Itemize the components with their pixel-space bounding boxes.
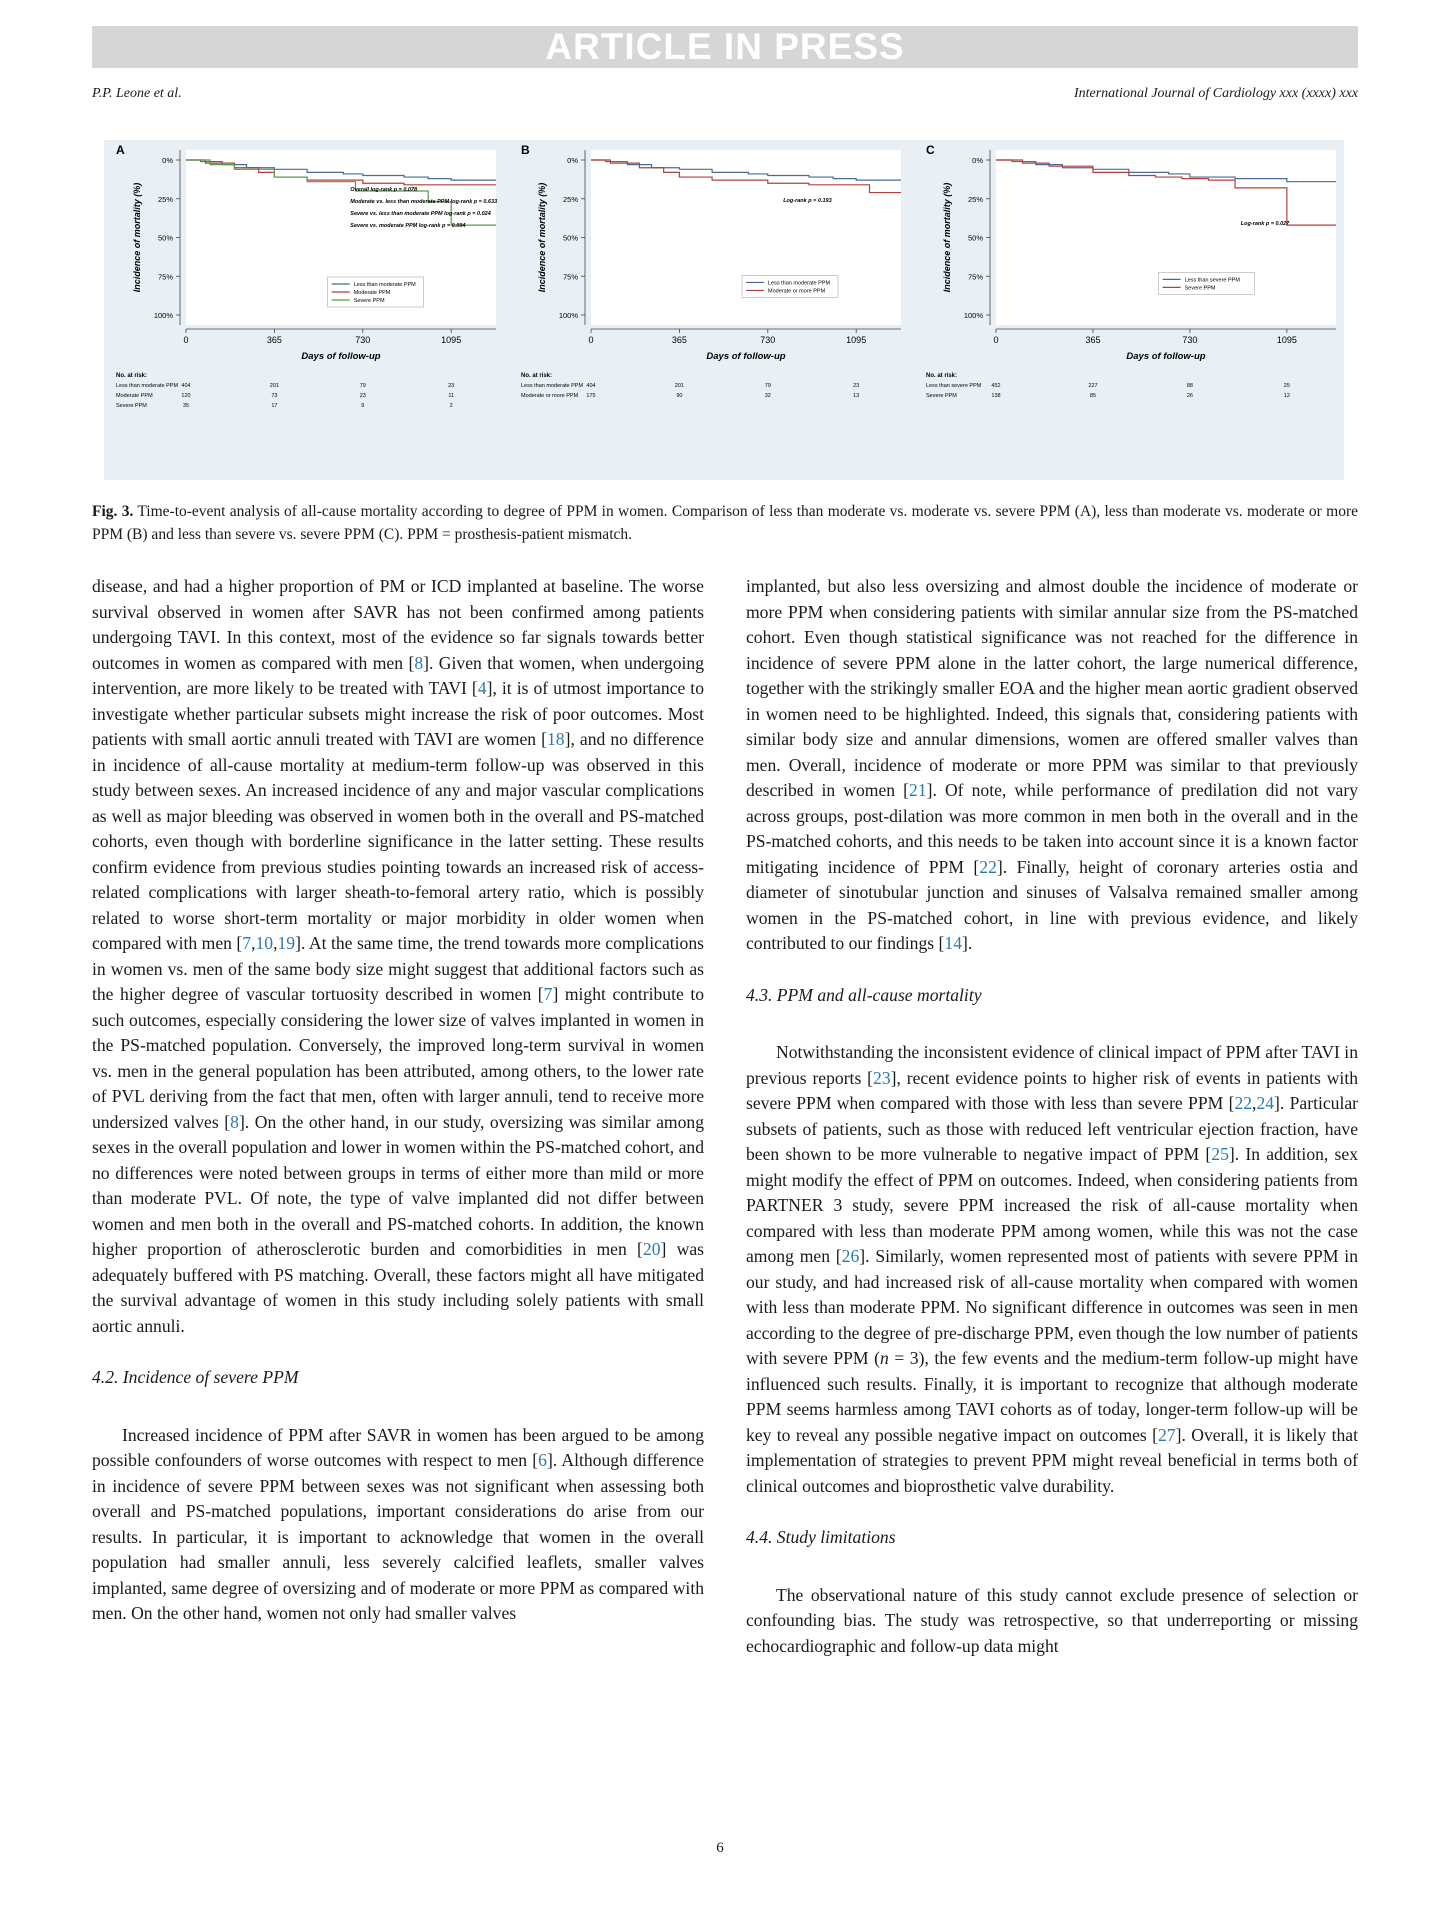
at-risk-title: No. at risk: (116, 373, 148, 379)
citation-link[interactable]: 7 (543, 984, 553, 1004)
log-rank-annotation: Log-rank p = 0.027 (1240, 221, 1290, 228)
citation-link[interactable]: 8 (230, 1111, 239, 1132)
page-number: 6 (716, 1840, 724, 1856)
italic-symbol: n (879, 1348, 889, 1368)
citation-link[interactable]: 7 (242, 933, 252, 953)
at-risk-value: 120 (181, 393, 191, 399)
y-axis-label: Incidence of mortality (%) (537, 182, 547, 293)
log-rank-annotation: Severe vs. moderate PPM log-rank p = 0.094 (350, 223, 466, 229)
article-in-press-banner: ARTICLE IN PRESS (92, 26, 1358, 68)
y-tick-label: 75% (157, 272, 173, 282)
x-axis-label: Days of follow-up (1126, 351, 1206, 362)
x-tick-label: 730 (760, 335, 776, 345)
at-risk-value: 11 (448, 393, 455, 399)
y-tick-label: 100% (963, 311, 983, 320)
y-tick-label: 100% (153, 311, 173, 320)
running-journal: International Journal of Cardiology xxx (xxxx) xxx (1073, 86, 1358, 101)
x-tick-label: 365 (1085, 335, 1101, 345)
caption-text: Time-to-event analysis of all-cause mortality according to degree of PPM in women. Comparison of less than moderate vs. moderate vs. severe PPM (A), less than moderate vs. moderate or more PPM (B) and less than severe vs. severe PPM (C). PPM = prosthesis-patient mismatch. (92, 503, 1358, 543)
x-tick-label: 0 (993, 335, 999, 345)
citation-link[interactable]: 20 (642, 1239, 661, 1259)
figure-caption (92, 500, 1358, 546)
left-column (92, 574, 704, 1627)
right-paragraph-2: Notwithstanding the inconsistent evidence of clinical impact of PPM after TAVI in previous reports [23], recent evidence points to higher risk of events in patients with severe PPM when compared with those with less than severe PPM [22,24]. Particular subsets of patients, such as those with reduced left ventricular ejection fraction, have been shown to be more vulnerable to negative impact of PPM [25]. In addition, sex might modify the effect of PPM on outcomes. Indeed, when considering patients from PARTNER 3 study, severe PPM increased the risk of all-cause mortality when compared with less than moderate PPM among women, while this was not the case among men [26]. Similarly, women represented most of patients with severe PPM in our study, and had increased risk of all-cause mortality when compared with women with less than moderate PPM. No significant difference in outcomes was seen in men according to the degree of pre-discharge PPM, even though the low number of patients with severe PPM (n = 3), the few events and the medium-term follow-up might have influenced such results. Finally, it is important to recognize that although moderate PPM seems harmless among TAVI cohorts as of today, longer-term follow-up will be key to reveal any possible negative impact on outcomes [27]. Overall, it is likely that implementation of strategies to prevent PPM might reveal beneficial in terms both of clinical outcomes and bioprosthetic valve durability. (746, 1042, 1359, 1496)
y-tick-label: 0% (162, 156, 173, 165)
at-risk-value: 138 (991, 393, 1001, 399)
log-rank-annotation: Severe vs. less than moderate PPM log-rank p = 0.024 (350, 211, 491, 217)
y-tick-label: 0% (972, 156, 983, 165)
y-tick-label: 25% (967, 194, 983, 204)
at-risk-row-label: Less than moderate PPM (521, 383, 584, 389)
at-risk-row-label: Less than moderate PPM (116, 383, 179, 389)
y-tick-label: 0% (567, 156, 578, 165)
x-axis-label: Days of follow-up (301, 351, 381, 362)
y-tick-label: 75% (562, 272, 578, 282)
right-paragraph-3: The observational nature of this study cannot exclude presence of selection or confounding bias. The study was retrospective, so that underreporting or missing echocardiographic and follow-up data might (746, 1584, 1358, 1656)
citation-link[interactable]: 26 (841, 1246, 860, 1266)
at-risk-row-label: Severe PPM (926, 393, 957, 399)
at-risk-value: 404 (181, 383, 191, 389)
x-tick-label: 0 (183, 335, 189, 345)
y-tick-label: 100% (558, 311, 578, 320)
citation-link[interactable]: 27 (1158, 1424, 1176, 1445)
x-tick-label: 1095 (846, 335, 867, 345)
at-risk-value: 452 (991, 383, 1001, 389)
x-tick-label: 730 (355, 335, 371, 345)
x-tick-label: 0 (588, 335, 594, 345)
y-tick-label: 25% (157, 194, 173, 204)
left-paragraph-2: Increased incidence of PPM after SAVR in women has been argued to be among possible confounders of worse outcomes with respect to men [6]. Although difference in incidence of severe PPM between sexes was not significant when assessing both overall and PS-matched populations, important considerations do arise from our results. In particular, it is important to acknowledge that women in the overall population had smaller annuli, less severely calcified leaflets, smaller valves implanted, same degree of oversizing and of moderate or more PPM as compared with men. On the other hand, women not only had smaller valves (92, 1424, 704, 1623)
at-risk-value: 201 (269, 383, 279, 389)
legend-label: Severe PPM (1184, 285, 1216, 292)
at-risk-value: 12 (1283, 393, 1290, 399)
panel-letter: B (521, 143, 530, 157)
at-risk-value: 26 (1186, 393, 1193, 399)
x-tick-label: 730 (1182, 335, 1198, 345)
at-risk-value: 23 (448, 383, 455, 389)
km-panel-b (509, 140, 909, 480)
km-chart-svg (509, 140, 909, 480)
at-risk-row-label: Severe PPM (116, 403, 147, 409)
km-chart-svg (104, 140, 504, 480)
citation-link[interactable]: 4 (477, 678, 487, 698)
at-risk-value: 73 (271, 393, 278, 399)
citation-link[interactable]: 22 (1234, 1093, 1253, 1113)
section-heading-4-2: 4.2. Incidence of severe PPM (92, 1367, 299, 1387)
section-heading-4-3: 4.3. PPM and all-cause mortality (746, 984, 982, 1005)
panel-letter: A (116, 143, 125, 157)
at-risk-value: 88 (1186, 383, 1193, 389)
running-authors: P.P. Leone et al. (92, 86, 182, 101)
y-axis-label: Incidence of mortality (%) (132, 182, 142, 293)
citation-link[interactable]: 22 (979, 856, 997, 877)
at-risk-value: 32 (764, 393, 771, 399)
legend-label: Moderate or more PPM (768, 288, 826, 295)
log-rank-annotation: Overall log-rank p = 0.078 (350, 187, 418, 193)
legend-label: Less than moderate PPM (768, 280, 831, 287)
x-tick-label: 365 (671, 335, 687, 345)
at-risk-value: 90 (676, 393, 683, 399)
plot-area (996, 150, 1336, 325)
left-paragraph-1: disease, and had a higher proportion of PM or ICD implanted at baseline. The worse survival observed in women after SAVR has not been confirmed among patients undergoing TAVI. In this context, most of the evidence so far signals towards better outcomes in women as compared with men [8]. Given that women, when undergoing intervention, are more likely to be treated with TAVI [4], it is of utmost importance to investigate whether particular subsets might increase the risk of poor outcomes. Most patients with small aortic annuli treated with TAVI are women [18], and no difference in incidence of all-cause mortality at medium-term follow-up was observed in this study between sexes. An increased incidence of any and major vascular complications as well as major bleeding was observed in women both in the overall and PS-matched cohorts, even though with borderline significance in the latter setting. These results confirm evidence from previous studies pointing towards an increased risk of access-related complications with larger sheath-to-femoral artery ratio, which is possibly related to worse short-term mortality or major morbidity in older women when compared with men [7,10,19]. At the same time, the trend towards more complications in women vs. men of the same body size might suggest that additional factors such as the higher degree of vascular tortuosity described in women [7] might contribute to such outcomes, especially considering the lower size of valves implanted in women in the PS-matched population. Conversely, the improved long-term survival in women vs. men in the general population has been attributed, among others, to the lower rate of PVL deriving from the fact that men, often with larger annuli, tend to receive more undersized valves [8]. On the other hand, in our study, oversizing was similar among sexes in the overall population and lower in women within the PS-matched cohort, and no differences were noted between groups in terms of either more than mild or more than moderate PVL. Of note, the type of valve implanted did not differ between women and men both in the overall and PS-matched cohorts. In addition, the known higher proportion of atherosclerotic burden and comorbidities in men [20] was adequately buffered with PS matching. Overall, these factors might all have mitigated the survival advantage of women in this study including solely patients with small aortic annuli. (92, 576, 705, 1336)
panel-letter: C (926, 143, 935, 157)
y-tick-label: 50% (157, 233, 173, 243)
at-risk-value: 23 (359, 393, 366, 399)
at-risk-title: No. at risk: (521, 373, 553, 379)
km-panel-c (914, 140, 1344, 480)
plot-area (591, 150, 901, 325)
citation-link[interactable]: 25 (1211, 1144, 1229, 1164)
at-risk-title: No. at risk: (926, 373, 958, 379)
log-rank-annotation: Moderate vs. less than moderate PPM log-rank p = 0.633 (350, 199, 498, 205)
km-panel-a (104, 140, 504, 480)
y-axis-label: Incidence of mortality (%) (942, 182, 952, 293)
legend-label: Severe PPM (353, 298, 385, 304)
at-risk-value: 17 (271, 403, 278, 409)
citation-link[interactable]: 14 (944, 933, 962, 953)
citation-link[interactable]: 24 (1256, 1093, 1275, 1113)
log-rank-annotation: Log-rank p = 0.193 (783, 197, 832, 204)
x-tick-label: 365 (266, 335, 282, 345)
at-risk-row-label: Moderate PPM (116, 393, 153, 399)
at-risk-value: 23 (853, 383, 860, 389)
citation-link[interactable]: 8 (414, 652, 424, 673)
right-paragraph-1: implanted, but also less oversizing and almost double the incidence of moderate or more PPM when considering patients with similar annular size from the PS-matched cohort. Even though statistical significance was not reached for the difference in incidence of severe PPM alone in the latter cohort, the large numerical difference, together with the strikingly smaller EOA and the higher mean aortic gradient observed in women need to be highlighted. Indeed, this signals that, considering patients with similar body size and annular dimensions, women are offered smaller valves than men. Overall, incidence of moderate or more PPM was similar to that previously described in women [21]. Of note, while performance of predilation did not vary across groups, post-dilation was more common in men both in the overall and in the PS-matched cohorts, and this needs to be taken into account since it is a known factor mitigating incidence of PPM [22]. Finally, height of coronary arteries ostia and diameter of sinotubular junction and sinuses of Valsalva remained smaller among women in the PS-matched cohort, in line with previous evidence, and likely contributed to our findings [14]. (746, 576, 1358, 953)
at-risk-value: 201 (674, 383, 684, 389)
citation-link[interactable]: 23 (873, 1067, 891, 1088)
at-risk-value: 175 (586, 393, 596, 399)
citation-link[interactable]: 18 (547, 729, 565, 749)
at-risk-value: 79 (764, 383, 771, 389)
at-risk-row-label: Less than severe PPM (926, 383, 982, 389)
at-risk-value: 2 (449, 403, 453, 409)
legend-label: Less than moderate PPM (353, 282, 416, 288)
y-tick-label: 50% (967, 233, 983, 243)
y-tick-label: 25% (562, 194, 578, 204)
legend-label: Less than severe PPM (1184, 277, 1240, 284)
at-risk-value: 227 (1088, 383, 1098, 389)
at-risk-value: 85 (1089, 393, 1097, 399)
at-risk-value: 404 (586, 383, 596, 389)
at-risk-row-label: Moderate or more PPM (521, 393, 579, 399)
legend-label: Moderate PPM (353, 290, 391, 296)
citation-link[interactable]: 6 (538, 1450, 547, 1470)
x-axis-label: Days of follow-up (706, 351, 786, 362)
section-heading-4-4: 4.4. Study limitations (746, 1527, 896, 1547)
km-chart-svg (914, 140, 1344, 480)
x-tick-label: 1095 (441, 335, 462, 345)
citation-link[interactable]: 19 (277, 933, 296, 953)
at-risk-value: 25 (1283, 383, 1290, 389)
caption-label: Fig. 3. (92, 503, 134, 520)
x-tick-label: 1095 (1276, 335, 1297, 345)
at-risk-value: 13 (853, 393, 860, 399)
at-risk-value: 79 (359, 383, 366, 389)
at-risk-value: 35 (182, 403, 190, 409)
citation-link[interactable]: 10 (255, 933, 274, 953)
right-column (746, 574, 1358, 1659)
figure-3 (104, 140, 1344, 480)
at-risk-value: 9 (361, 403, 365, 409)
citation-link[interactable]: 21 (909, 780, 927, 800)
y-tick-label: 75% (967, 272, 983, 282)
y-tick-label: 50% (562, 233, 578, 243)
